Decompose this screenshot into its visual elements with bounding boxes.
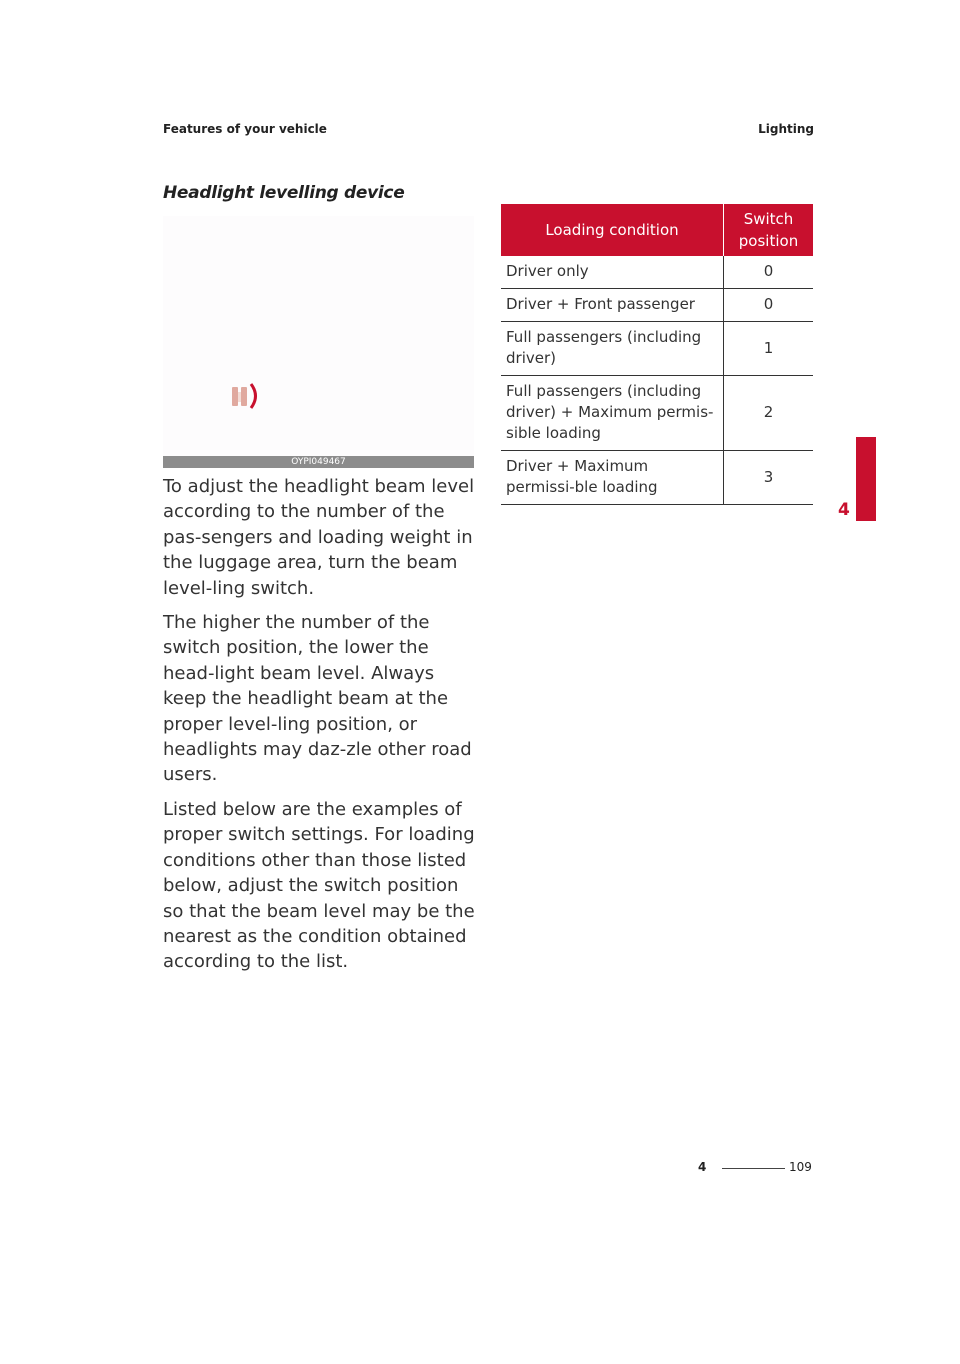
header-topic: Lighting <box>758 122 814 136</box>
loading-condition-cell: Driver + Maximum permissi-ble loading <box>501 451 724 505</box>
table-row <box>501 289 813 322</box>
headlight-levelling-icon <box>231 380 263 412</box>
switch-position-cell: 3 <box>724 451 814 505</box>
loading-condition-cell: Driver only <box>501 256 724 289</box>
table-row <box>501 376 813 451</box>
table-row <box>501 256 813 289</box>
loading-table <box>501 204 813 505</box>
header-loading-condition: Loading condition <box>501 204 724 256</box>
loading-condition-cell: Full passengers (including driver) + Maximum permis-sible loading <box>501 376 724 451</box>
footer-divider <box>722 1168 785 1169</box>
switch-position-cell: 1 <box>724 322 814 376</box>
paragraph: Listed below are the examples of proper switch settings. For loading conditions other than those listed below, adjust the switch position so that the beam level may be the nearest as the condition obtained according to the list. <box>163 798 475 973</box>
switch-position-cell: 2 <box>724 376 814 451</box>
figure-image <box>163 216 474 456</box>
chapter-tab-number: 4 <box>838 500 850 520</box>
page-number: 109 <box>789 1160 812 1174</box>
body-text <box>163 474 478 984</box>
paragraph: The higher the number of the switch position, the lower the head-light beam level. Always keep the headlight beam at the proper level-ling position, or headlights may daz-zle other road users. <box>163 612 472 786</box>
header-section: Features of your vehicle <box>163 122 327 136</box>
header-switch-position: Switch position <box>724 204 814 256</box>
loading-condition-cell: Driver + Front passenger <box>501 289 724 322</box>
figure-caption: OYPI049467 <box>163 456 474 468</box>
switch-position-cell: 0 <box>724 289 814 322</box>
chapter-tab <box>856 437 876 521</box>
switch-position-cell: 0 <box>724 256 814 289</box>
footer-chapter: 4 <box>698 1160 707 1174</box>
loading-condition-cell: Full passengers (including driver) <box>501 322 724 376</box>
table-row <box>501 322 813 376</box>
paragraph: To adjust the headlight beam level according to the number of the pas-sengers and loading weight in the luggage area, turn the beam level-ling switch. <box>163 476 475 599</box>
page-title: Headlight levelling device <box>163 183 405 203</box>
table-header-row <box>501 204 813 256</box>
table-row <box>501 451 813 505</box>
